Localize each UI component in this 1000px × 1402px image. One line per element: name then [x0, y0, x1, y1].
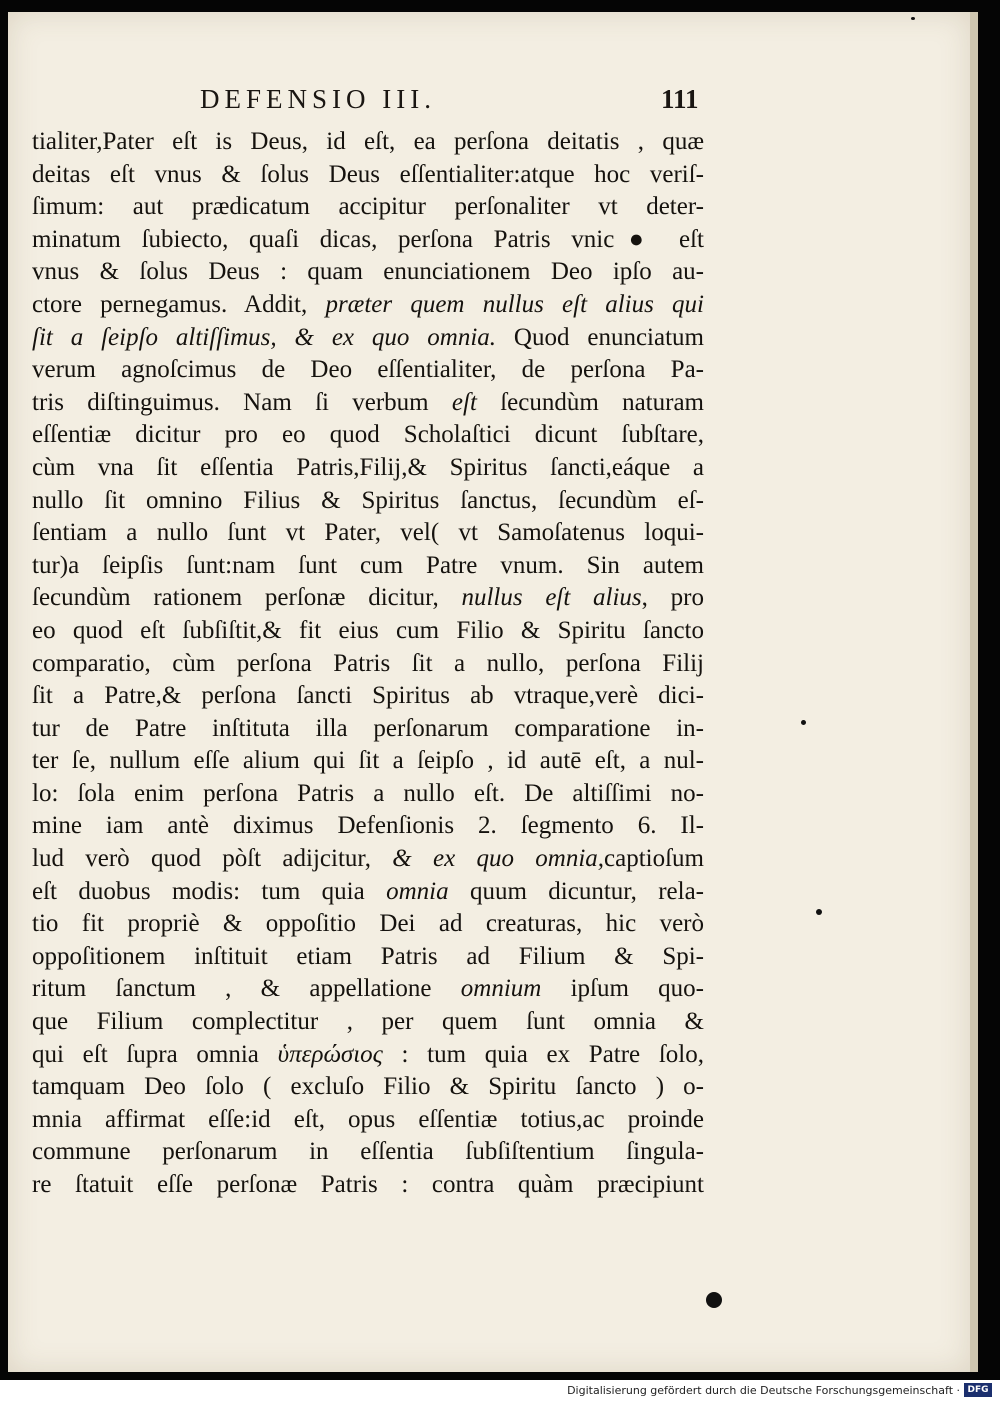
text-segment: tur)a ſeipſis ſunt:nam ſunt cum Patre vnum. Sin autem: [32, 551, 704, 579]
text-segment: , pro: [641, 584, 704, 612]
text-line: [32, 224, 704, 257]
text-segment: ritum ſanctum , & appellatione: [32, 975, 461, 1003]
text-line: [32, 713, 704, 746]
page-edge: [970, 12, 978, 1372]
text-line: [32, 1169, 704, 1202]
text-line: [32, 322, 704, 355]
text-segment: ſimum: aut prædicatum accipitur perſonaliter vt deter-: [32, 193, 704, 221]
text-segment: mnia affirmat eſſe:id eſt, opus eſſentiæ totius,ac proinde: [32, 1105, 704, 1133]
text-segment: lo: ſola enim perſona Patris a nullo eſt. De altiſſimi no-: [32, 779, 704, 807]
text-segment: re ſtatuit eſſe perſonæ Patris : contra quàm præcipiunt: [32, 1171, 704, 1198]
text-line: [32, 387, 704, 420]
italic-segment: ſit a ſeipſo altiſſimus, & ex quo omnia.: [32, 323, 497, 351]
text-line: [32, 256, 704, 289]
text-segment: comparatio, cùm perſona Patris ſit a nullo, perſona Filij: [32, 649, 704, 677]
text-line: [32, 354, 704, 387]
italic-segment: ὑπερώσιος: [277, 1040, 383, 1068]
text-segment: nullo ſit omnino Filius & Spiritus ſanctus, ſecundùm eſ-: [32, 486, 704, 514]
text-segment: commune perſonarum in eſſentia ſubſiſtentium ſingula-: [32, 1138, 704, 1166]
text-segment: eſt duobus modis: tum quia: [32, 877, 387, 905]
text-segment: oppoſitionem inſtituit etiam Patris ad Filium & Spi-: [32, 942, 704, 970]
text-segment: cùm vna ſit eſſentia Patris,Filij,& Spiritus ſancti,eáque a: [32, 453, 704, 481]
text-line: [32, 1136, 704, 1169]
funding-notice: Digitalisierung gefördert durch die Deutsche Forschungsgemeinschaft ·: [567, 1384, 960, 1397]
text-segment: ter ſe, nullum eſſe alium qui ſit a ſeipſo , id autē eſt, a nul-: [32, 747, 704, 775]
italic-segment: eſt: [451, 388, 477, 416]
text-segment: vnus & ſolus Deus : quam enunciationem Deo ipſo au-: [32, 258, 704, 286]
text-line: [32, 648, 704, 681]
footer-bar: [0, 1380, 1000, 1402]
italic-segment: omnia: [386, 877, 449, 905]
text-line: [32, 973, 704, 1006]
text-segment: eſſentiæ dicitur pro eo quod Scholaſtici dicunt ſubſtare,: [32, 421, 704, 449]
text-segment: tur de Patre inſtituta illa perſonarum comparatione in-: [32, 714, 704, 742]
text-line: [32, 159, 704, 192]
text-segment: captioſum: [604, 845, 704, 873]
text-segment: ctore pernegamus. Addit,: [32, 290, 326, 318]
text-line: [32, 452, 704, 485]
text-segment: que Filium complectitur , per quem ſunt omnia &: [32, 1008, 704, 1036]
text-line: [32, 289, 704, 322]
text-segment: Quod enunciatum: [496, 323, 704, 351]
text-segment: tio fit propriè & oppoſitio Dei ad creaturas, hic verò: [32, 910, 704, 938]
text-segment: mine iam antè diximus Defenſionis 2. ſegmento 6. Il-: [32, 812, 704, 840]
text-line: [32, 843, 704, 876]
book-page: [8, 12, 970, 1372]
text-line: [32, 810, 704, 843]
text-line: [32, 941, 704, 974]
text-line: [32, 550, 704, 583]
text-line: [32, 615, 704, 648]
text-segment: ſecundùm naturam: [476, 388, 704, 416]
text-line: [32, 191, 704, 224]
text-segment: eo quod eſt ſubſiſtit,& fit eius cum Filio & Spiritu ſancto: [32, 616, 704, 644]
text-segment: ſentiam a nullo ſunt vt Pater, vel( vt Samoſatenus loqui-: [32, 519, 704, 547]
text-line: [32, 1039, 704, 1072]
ink-speck: [706, 1292, 722, 1308]
text-segment: qui eſt ſupra omnia: [32, 1040, 278, 1068]
text-line: [32, 778, 704, 811]
running-head-title: DEFENSIO III.: [200, 84, 436, 114]
text-line: [32, 680, 704, 713]
body-text: [32, 126, 704, 1202]
text-segment: tris diſtinguimus. Nam ſi verbum: [32, 388, 452, 416]
text-line: [32, 582, 704, 615]
text-line: [32, 1006, 704, 1039]
text-line: [32, 419, 704, 452]
text-segment: deitas eſt vnus & ſolus Deus eſſentialiter:atque hoc veriſ-: [32, 160, 704, 188]
page-number: 111: [661, 84, 699, 114]
text-segment: ſecundùm rationem perſonæ dicitur,: [32, 584, 462, 612]
ink-speck: [801, 720, 806, 725]
text-segment: ipſum quo-: [541, 975, 704, 1003]
text-line: [32, 485, 704, 518]
running-head: [8, 84, 970, 120]
text-segment: : tum quia ex Patre ſolo,: [382, 1040, 704, 1068]
dfg-logo: DFG: [964, 1383, 992, 1397]
ink-speck: [911, 17, 915, 20]
text-segment: ſit a Patre,& perſona ſancti Spiritus ab vtraque,verè dici-: [32, 682, 704, 710]
ink-speck: [816, 909, 822, 915]
italic-segment: nullus eſt alius: [461, 584, 642, 612]
text-line: [32, 1104, 704, 1137]
text-segment: quum dicuntur, rela-: [448, 877, 704, 905]
text-segment: tialiter,Pater eſt is Deus, id eſt, ea perſona deitatis , quæ: [32, 128, 704, 155]
text-line: [32, 517, 704, 550]
text-line: [32, 1071, 704, 1104]
text-segment: tamquam Deo ſolo ( excluſo Filio & Spiritu ſancto ) o-: [32, 1073, 704, 1101]
text-segment: lud verò quod pòſt adijcitur,: [32, 845, 393, 873]
italic-segment: & ex quo omnia,: [392, 845, 605, 873]
italic-segment: omnium: [460, 975, 542, 1003]
text-segment: minatum ſubiecto, quaſi dicas, perſona Patris vnic● eſt: [32, 225, 704, 253]
text-segment: verum agnoſcimus de Deo eſſentialiter, de perſona Pa-: [32, 356, 704, 384]
text-line: [32, 126, 704, 159]
text-line: [32, 876, 704, 909]
italic-segment: præter quem nullus eſt alius qui: [325, 290, 704, 318]
text-line: [32, 908, 704, 941]
text-line: [32, 745, 704, 778]
